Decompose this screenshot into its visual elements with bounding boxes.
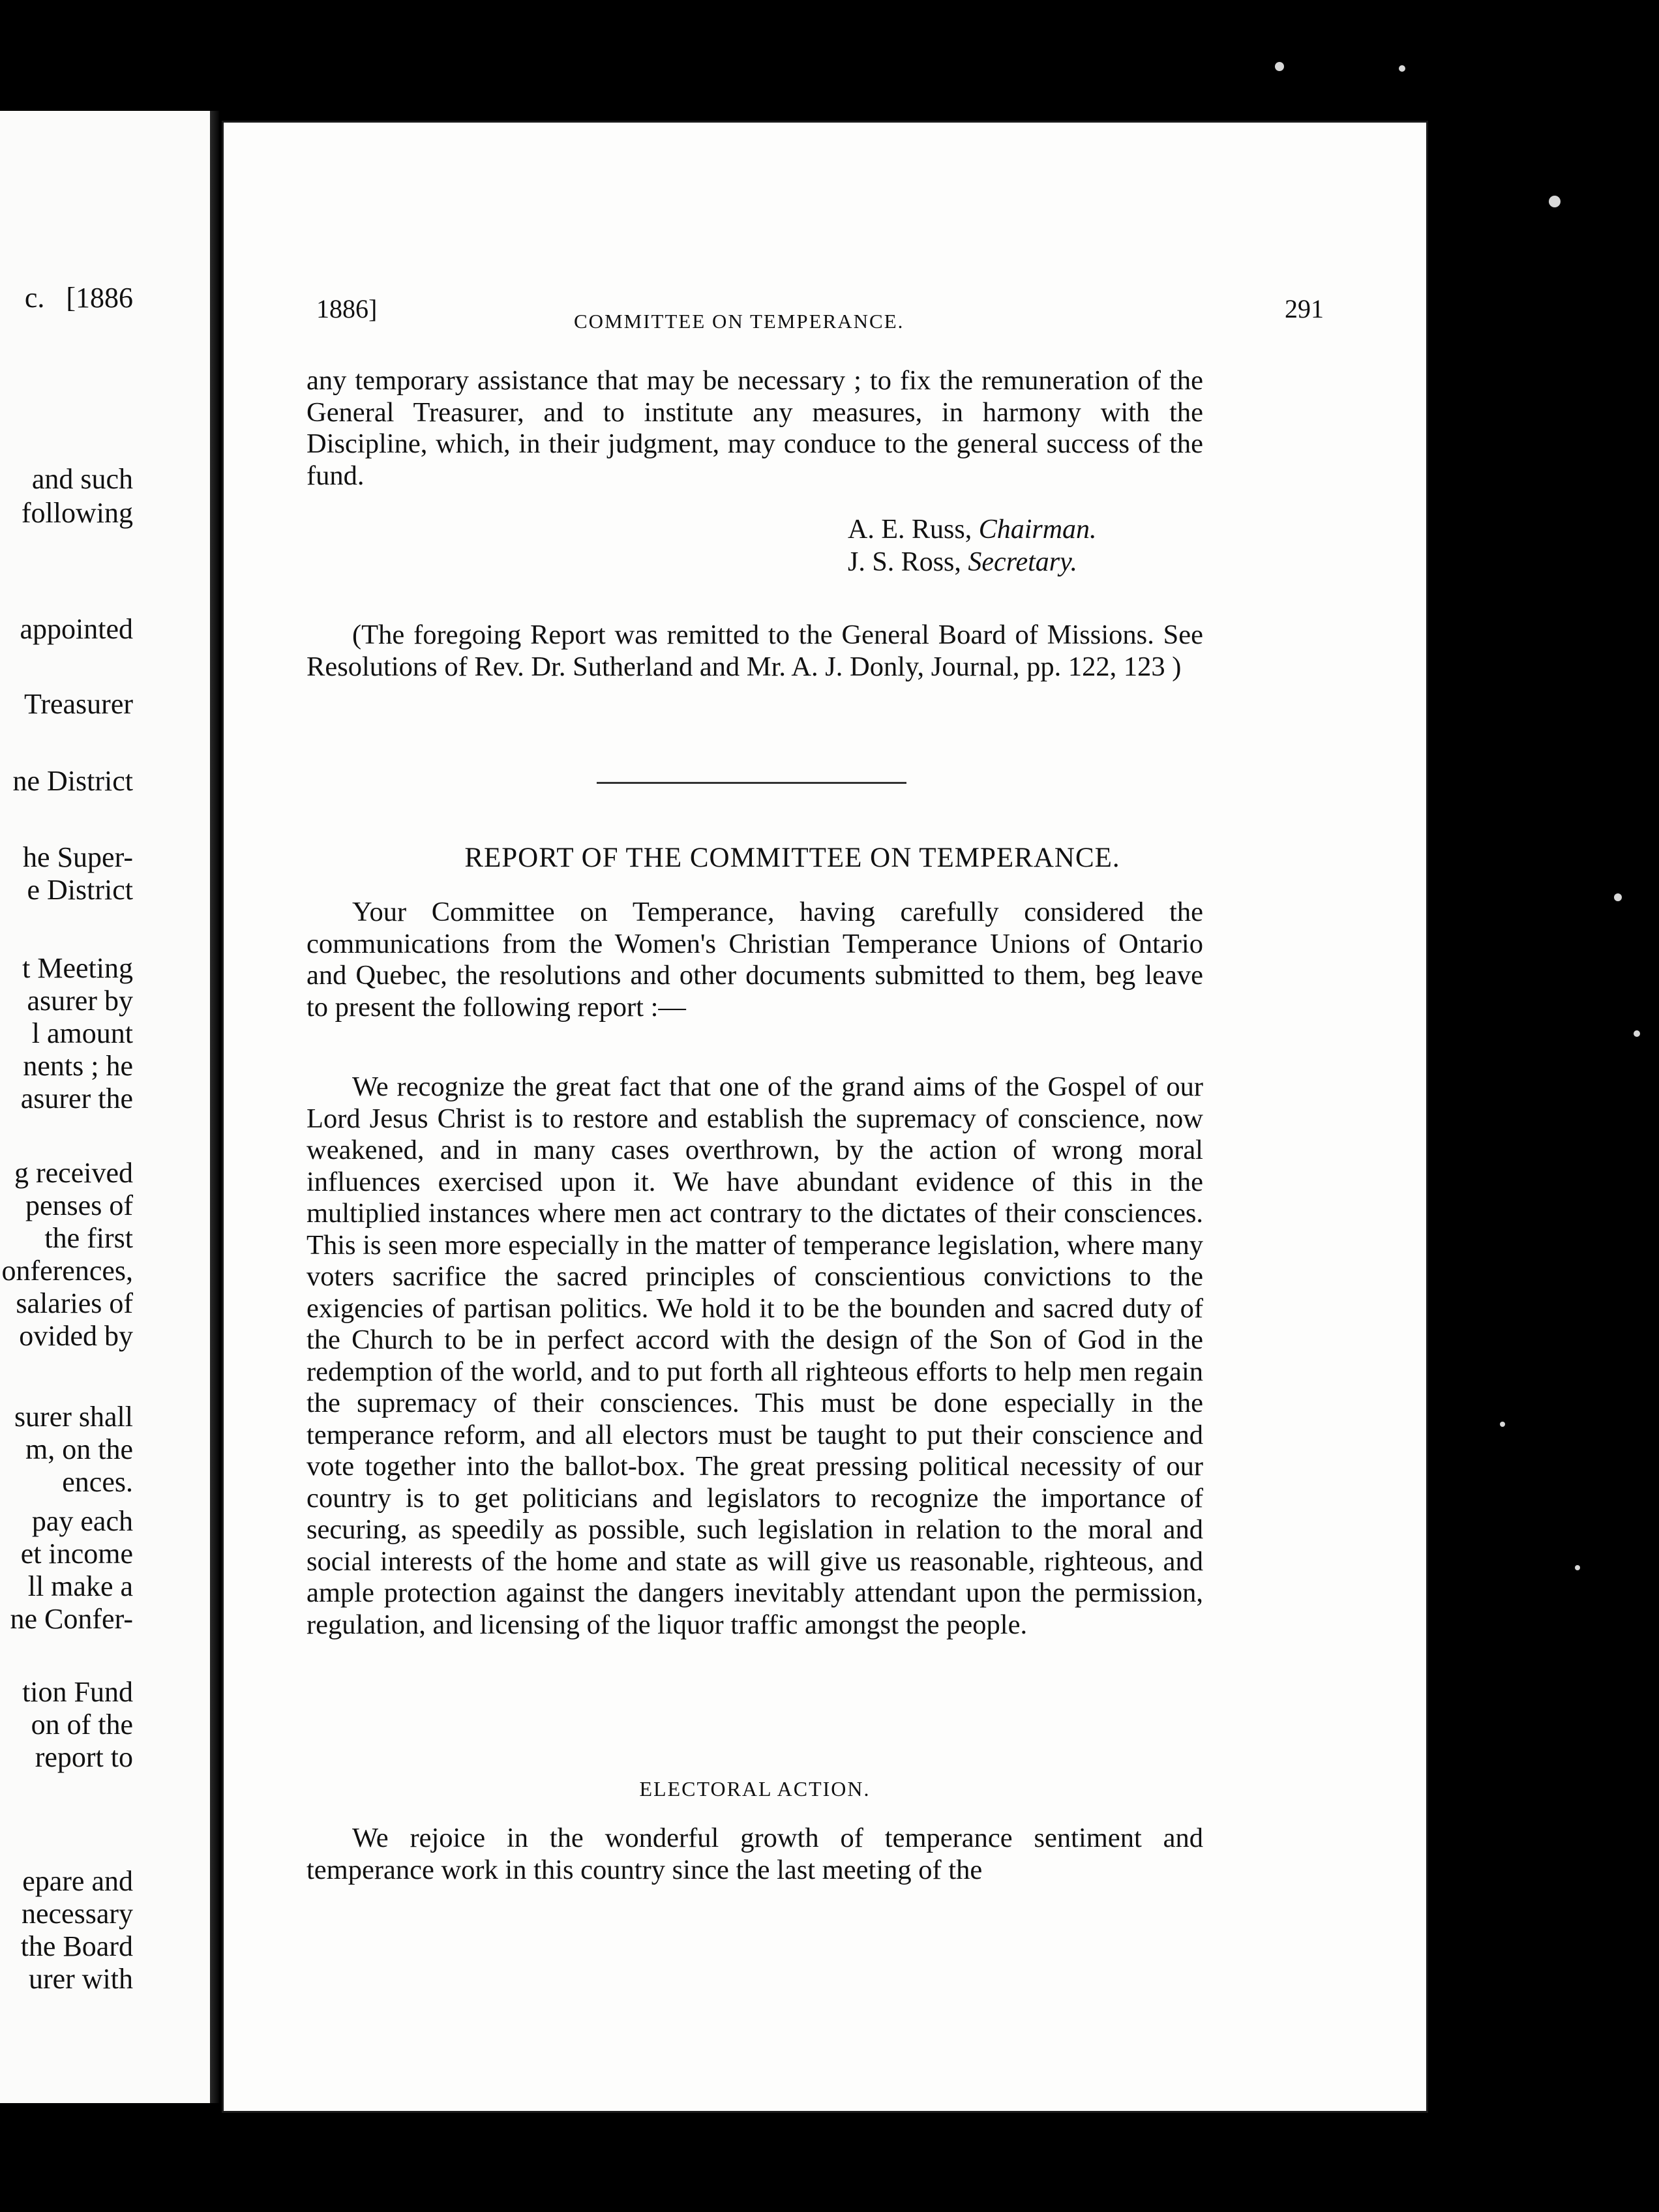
remittance-note-text: (The foregoing Report was remitted to the General Board of Missions. See Resolutions of Rev. Dr. Sutherland and Mr. A. J. Donly, Journal, pp. 122, 123 ) bbox=[306, 620, 1203, 682]
dust-speck bbox=[1614, 893, 1622, 901]
left-page-line: l amount bbox=[31, 1017, 133, 1049]
left-page-line: penses of bbox=[25, 1189, 133, 1221]
remittance-note bbox=[306, 620, 1203, 683]
left-page-line: g received bbox=[14, 1157, 133, 1189]
left-page-line: report to bbox=[35, 1741, 133, 1773]
left-page-line: tion Fund bbox=[22, 1676, 133, 1708]
report-intro-paragraph bbox=[306, 897, 1203, 1023]
left-page-line: he Super- bbox=[23, 841, 133, 873]
left-page-line: t Meeting bbox=[22, 952, 133, 984]
book-spine bbox=[210, 111, 219, 2103]
left-page-line: ovided by bbox=[19, 1320, 133, 1352]
dust-speck bbox=[1575, 1565, 1580, 1570]
dust-speck bbox=[1549, 196, 1561, 207]
left-page-line: nents ; he bbox=[23, 1050, 133, 1082]
left-page-line: necessary bbox=[21, 1898, 133, 1930]
dust-speck bbox=[1634, 1030, 1640, 1037]
left-page-line: epare and bbox=[22, 1865, 133, 1897]
section-divider-rule bbox=[597, 782, 906, 784]
left-page-line: asurer by bbox=[27, 985, 133, 1017]
dust-speck bbox=[1275, 62, 1284, 71]
left-facing-page bbox=[0, 111, 210, 2103]
running-header-year: 1886] bbox=[316, 294, 378, 323]
left-page-line: appointed bbox=[20, 613, 133, 645]
section-subheading: ELECTORAL ACTION. bbox=[639, 1777, 871, 1801]
left-page-line: ne Confer- bbox=[10, 1603, 133, 1635]
signature-role: Secretary. bbox=[968, 547, 1077, 577]
left-page-line: ll make a bbox=[27, 1570, 133, 1602]
left-page-header-prefix: c. bbox=[24, 282, 45, 314]
left-page-line: surer shall bbox=[14, 1401, 133, 1433]
left-page-line: the first bbox=[44, 1222, 133, 1254]
left-page-line: on of the bbox=[31, 1709, 133, 1741]
left-page-line: onferences, bbox=[1, 1255, 133, 1287]
left-page-header-year: [1886 bbox=[66, 282, 133, 314]
dust-speck bbox=[1399, 65, 1405, 72]
left-page-line: Treasurer bbox=[24, 688, 133, 720]
running-header-title: COMMITTEE ON TEMPERANCE. bbox=[574, 310, 904, 333]
continuation-text: any temporary assistance that may be necessary ; to fix the remuneration of the General Treasurer, and to institute any measures, in harmony with the Discipline, which, in their judgment, may conduce to the general success of the fund. bbox=[306, 365, 1203, 491]
left-page-line: asurer the bbox=[20, 1083, 133, 1114]
report-body-paragraph bbox=[306, 1071, 1203, 1641]
signature-chairman bbox=[848, 514, 1097, 545]
report-title: REPORT OF THE COMMITTEE ON TEMPERANCE. bbox=[464, 843, 1120, 873]
left-page-header bbox=[25, 282, 133, 314]
left-page-line: the Board bbox=[20, 1930, 133, 1962]
left-page-line: ne District bbox=[12, 765, 133, 797]
signature-name: J. S. Ross, bbox=[848, 547, 961, 577]
left-page-line: and such bbox=[31, 463, 133, 495]
document-page bbox=[222, 121, 1428, 2113]
left-page-line: m, on the bbox=[25, 1433, 133, 1465]
signature-secretary bbox=[848, 546, 1077, 578]
paragraph-text: We recognize the great fact that one of the grand aims of the Gospel of our Lord Jesus Christ is to restore and establish the supremacy of conscience, now weakened, and in many cases overthrown, by the action of wrong moral influences exercised upon it. We have abundant evidence of this in the multiplied instances where men act contrary to the dictates of their consciences. This is seen more especially in the matter of temperance legislation, where many voters sacrifice the sacred principles of conscientious convictions to the exigencies of partisan politics. We hold it to be the bounden and sacred duty of the Church to be in perfect accord with the design of the Son of God in the redemption of the world, and to put forth all righteous efforts to help men regain the supremacy of their consciences. This must be done especially in the temperance reform, and all electors must be taught to put their conscience and vote together into the ballot-box. The great pressing political necessity of our country is to get politicians and legislators to recognize the importance of securing, as speedily as possible, such legislation in relation to the moral and social interests of the home and state as will give us reasonable, righteous, and ample protection against the dangers inevitably attendant upon the permission, regulation, and licensing of the liquor traffic amongst the people. bbox=[306, 1071, 1203, 1640]
paragraph-text: We rejoice in the wonderful growth of temperance sentiment and temperance work in this country since the last meeting of the bbox=[306, 1823, 1203, 1885]
left-page-line: ences. bbox=[62, 1466, 133, 1498]
signature-name: A. E. Russ, bbox=[848, 515, 972, 545]
left-page-line: et income bbox=[20, 1538, 133, 1570]
left-page-line: urer with bbox=[28, 1963, 133, 1995]
dust-speck bbox=[1500, 1422, 1505, 1427]
continuation-paragraph bbox=[306, 365, 1203, 492]
final-paragraph bbox=[306, 1823, 1203, 1886]
signature-role: Chairman. bbox=[978, 515, 1097, 545]
left-page-line: salaries of bbox=[16, 1287, 133, 1319]
left-page-line: following bbox=[21, 497, 133, 529]
left-page-line: pay each bbox=[31, 1505, 133, 1537]
left-page-line: e District bbox=[27, 874, 133, 906]
page-number: 291 bbox=[1285, 294, 1324, 323]
paragraph-text: Your Committee on Temperance, having carefully considered the communications from the Women's Christian Temperance Unions of Ontario and Quebec, the resolutions and other documents submitted to them, beg leave to present the following report :— bbox=[306, 897, 1203, 1023]
